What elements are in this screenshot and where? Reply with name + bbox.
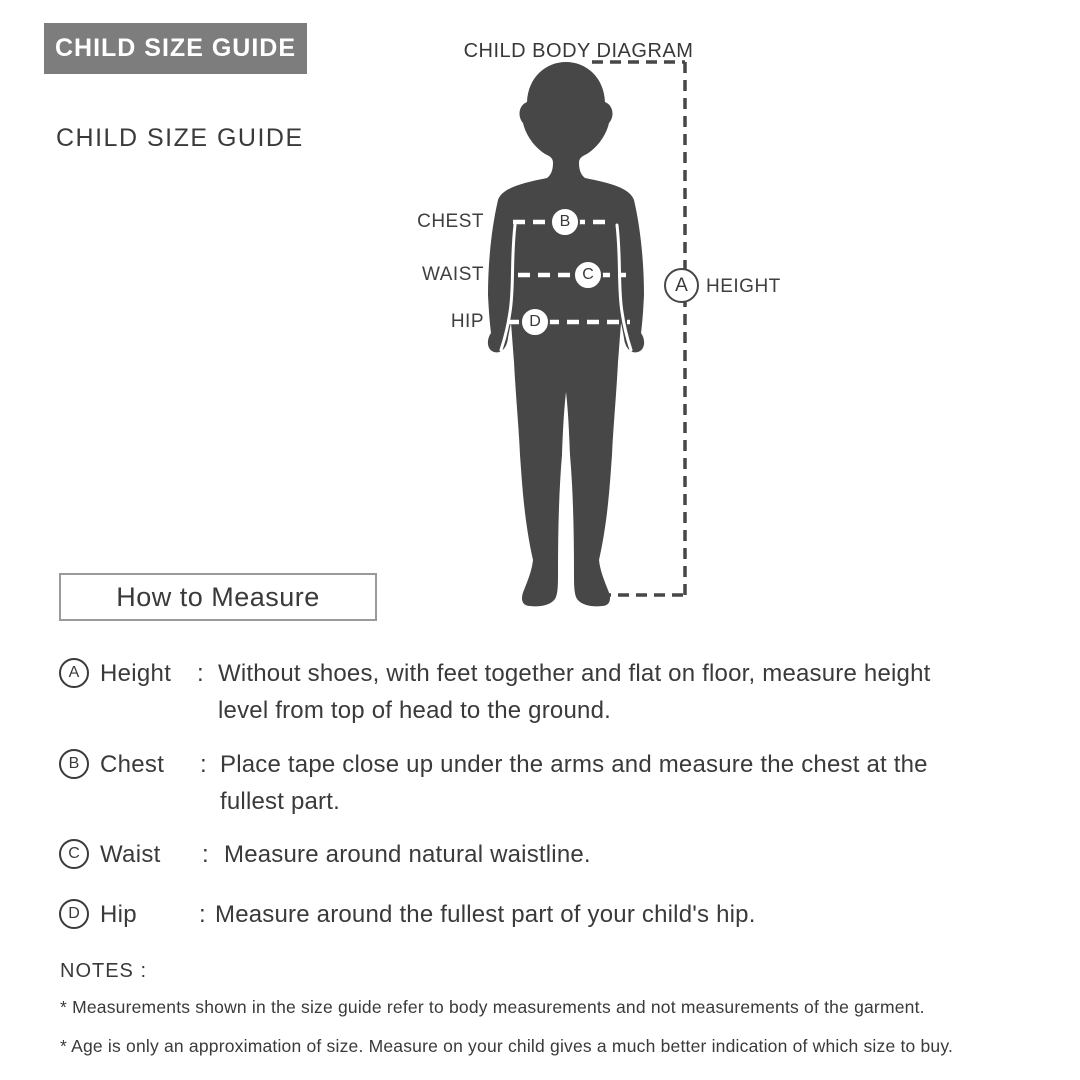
row-b-text-line1: Place tape close up under the arms and measure the chest at the: [220, 751, 928, 778]
row-a-circle: A: [59, 658, 89, 688]
note-line-1: * Measurements shown in the size guide refer to body measurements and not measurements of the garment.: [60, 997, 925, 1017]
row-c-text-line1: Measure around natural waistline.: [224, 841, 591, 868]
row-a-text-line2: level from top of head to the ground.: [218, 697, 611, 724]
height-label: HEIGHT: [706, 276, 781, 297]
row-b-label: Chest: [100, 751, 165, 778]
header-badge: [44, 23, 307, 74]
how-to-measure-box: [59, 573, 377, 621]
row-a-colon: :: [197, 660, 204, 687]
height-marker-circle: A: [664, 268, 699, 303]
row-d-text-line1: Measure around the fullest part of your child's hip.: [215, 901, 756, 928]
chest-marker-circle: B: [550, 207, 580, 237]
note-line-2: * Age is only an approximation of size. Measure on your child gives a much better indication of which size to buy.: [60, 1036, 954, 1056]
row-d-circle: D: [59, 899, 89, 929]
row-b-text-line2: fullest part.: [220, 788, 340, 815]
child-silhouette: [488, 62, 644, 606]
row-c-colon: :: [202, 841, 209, 868]
waist-label: WAIST: [422, 264, 484, 285]
row-a-label: Height: [100, 660, 172, 687]
child-body-diagram: [400, 20, 800, 620]
hip-label: HIP: [450, 311, 484, 332]
how-to-measure-title: How to Measure: [116, 581, 320, 612]
waist-marker-circle: C: [573, 260, 603, 290]
header-badge-label: CHILD SIZE GUIDE: [54, 34, 296, 62]
row-d-colon: :: [199, 901, 206, 928]
notes-title: NOTES :: [60, 960, 148, 982]
row-b-colon: :: [200, 751, 207, 778]
row-d-label: Hip: [100, 901, 137, 928]
row-c-circle: C: [59, 839, 89, 869]
chest-label: CHEST: [417, 211, 484, 232]
diagram-title: CHILD BODY DIAGRAM: [463, 40, 694, 62]
page-subtitle: CHILD SIZE GUIDE: [56, 124, 304, 152]
row-c-label: Waist: [100, 841, 161, 868]
row-b-circle: B: [59, 749, 89, 779]
row-a-text-line1: Without shoes, with feet together and flat on floor, measure height: [218, 660, 931, 687]
hip-marker-circle: D: [520, 307, 550, 337]
